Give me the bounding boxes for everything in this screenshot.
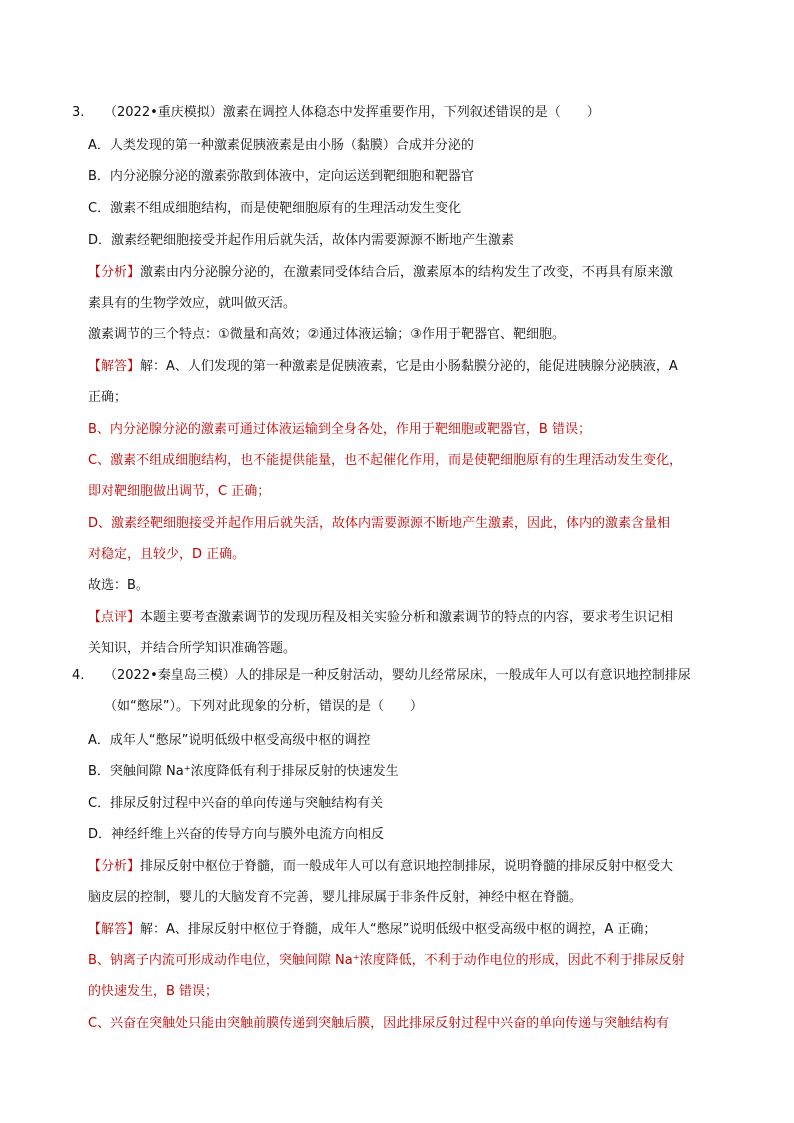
analysis-text: 排尿反射中枢位于脊髓，而一般成年人可以有意识地控制排尿，说明脊髓的排尿反射中枢受大 — [140, 859, 674, 874]
answer-text: D、激素经靶细胞接受并起作用后就失活，故体内需要源源不断地产生激素，因此，体内的激素含量相 — [88, 516, 671, 531]
question-stem: （2022•秦皇岛三模）人的排尿是一种反射活动，婴幼儿经常尿床，一般成年人可以有意识地控制排尿（如“憋尿”）。下列对此现象的分析，错误的是（ ） — [104, 668, 691, 714]
option-b: B．内分泌腺分泌的激素弥散到体液中，定向运送到靶细胞和靶器官 — [88, 169, 474, 184]
answer-tag: 【解答】 — [88, 922, 141, 937]
option-c: C．激素不组成细胞结构，而是使靶细胞原有的生理活动发生变化 — [88, 201, 462, 216]
answer-line — [88, 918, 736, 937]
option-c: C．排尿反射过程中兴奋的单向传递与突触结构有关 — [88, 796, 384, 811]
answer-text: B、内分泌腺分泌的激素可通过体液运输到全身各处，作用于靶细胞或靶器官，B 错误； — [88, 422, 591, 437]
analysis-line — [88, 261, 736, 280]
comment-line — [88, 606, 736, 625]
answer-text: C、激素不组成细胞结构，也不能提供能量，也不起催化作用，而是使靶细胞原有的生理活动发生变化， — [88, 453, 683, 468]
answer-text: 的快速发生，B 错误； — [88, 984, 219, 999]
analysis-text: 激素由内分泌腺分泌的，在激素同受体结合后，激素原本的结构发生了改变，不再具有原来激 — [140, 265, 674, 280]
analysis-tag: 【分析】 — [88, 859, 141, 874]
answer-tag: 【解答】 — [88, 359, 141, 374]
option-a: A．成年人“憋尿”说明低级中枢受高级中枢的调控 — [88, 733, 371, 748]
question-number: 3. — [72, 105, 85, 120]
comment-tag: 【点评】 — [88, 610, 141, 625]
answer-text: 即对靶细胞做出调节，C 正确； — [88, 484, 271, 499]
comment-text: 关知识，并结合所学知识准确答题。 — [88, 641, 297, 656]
analysis-text: 素具有的生物学效应，就叫做灭活。 — [88, 296, 297, 311]
option-d: D．激素经靶细胞接受并起作用后就失活，故体内需要源源不断地产生激素 — [88, 233, 515, 248]
option-d: D．神经纤维上兴奋的传导方向与膜外电流方向相反 — [88, 827, 385, 842]
answer-choice: 故选：B。 — [88, 578, 149, 593]
question-stem: （2022•重庆模拟）激素在调控人体稳态中发挥重要作用，下列叙述错误的是（ ） — [104, 105, 600, 120]
answer-text: C、兴奋在突触处只能由突触前膜传递到突触后膜，因此排尿反射过程中兴奋的单向传递与突触结构有 — [88, 1016, 670, 1031]
answer-text: 解：A、排尿反射中枢位于脊髓，成年人“憋尿”说明低级中枢受高级中枢的调控，A 正确； — [140, 922, 657, 937]
analysis-text: 脑皮层的控制，婴儿的大脑发育不完善，婴儿排尿属于非条件反射，神经中枢在脊髓。 — [88, 890, 583, 905]
answer-text: 解：A、人们发现的第一种激素是促胰液素，它是由小肠黏膜分泌的，能促进胰腺分泌胰液，A — [140, 359, 678, 374]
option-a: A．人类发现的第一种激素促胰液素是由小肠（黏膜）合成并分泌的 — [88, 138, 474, 153]
answer-line — [88, 355, 736, 374]
answer-text: B、钠离子内流可形成动作电位，突触间隙 Na⁺浓度降低，不利于动作电位的形成，因此不利于排尿反射 — [88, 953, 685, 968]
comment-text: 本题主要考查激素调节的发现历程及相关实验分析和激素调节的特点的内容，要求考生识记相 — [140, 610, 674, 625]
analysis-tag: 【分析】 — [88, 265, 141, 280]
analysis-text: 激素调节的三个特点：①微量和高效；②通过体液运输；③作用于靶器官、靶细胞。 — [88, 327, 565, 342]
answer-text: 正确； — [88, 390, 128, 405]
answer-text: 对稳定，且较少，D 正确。 — [88, 547, 246, 562]
option-b: B．突触间隙 Na⁺浓度降低有利于排尿反射的快速发生 — [88, 764, 399, 779]
question-number: 4. — [72, 668, 85, 683]
analysis-line — [88, 855, 736, 874]
